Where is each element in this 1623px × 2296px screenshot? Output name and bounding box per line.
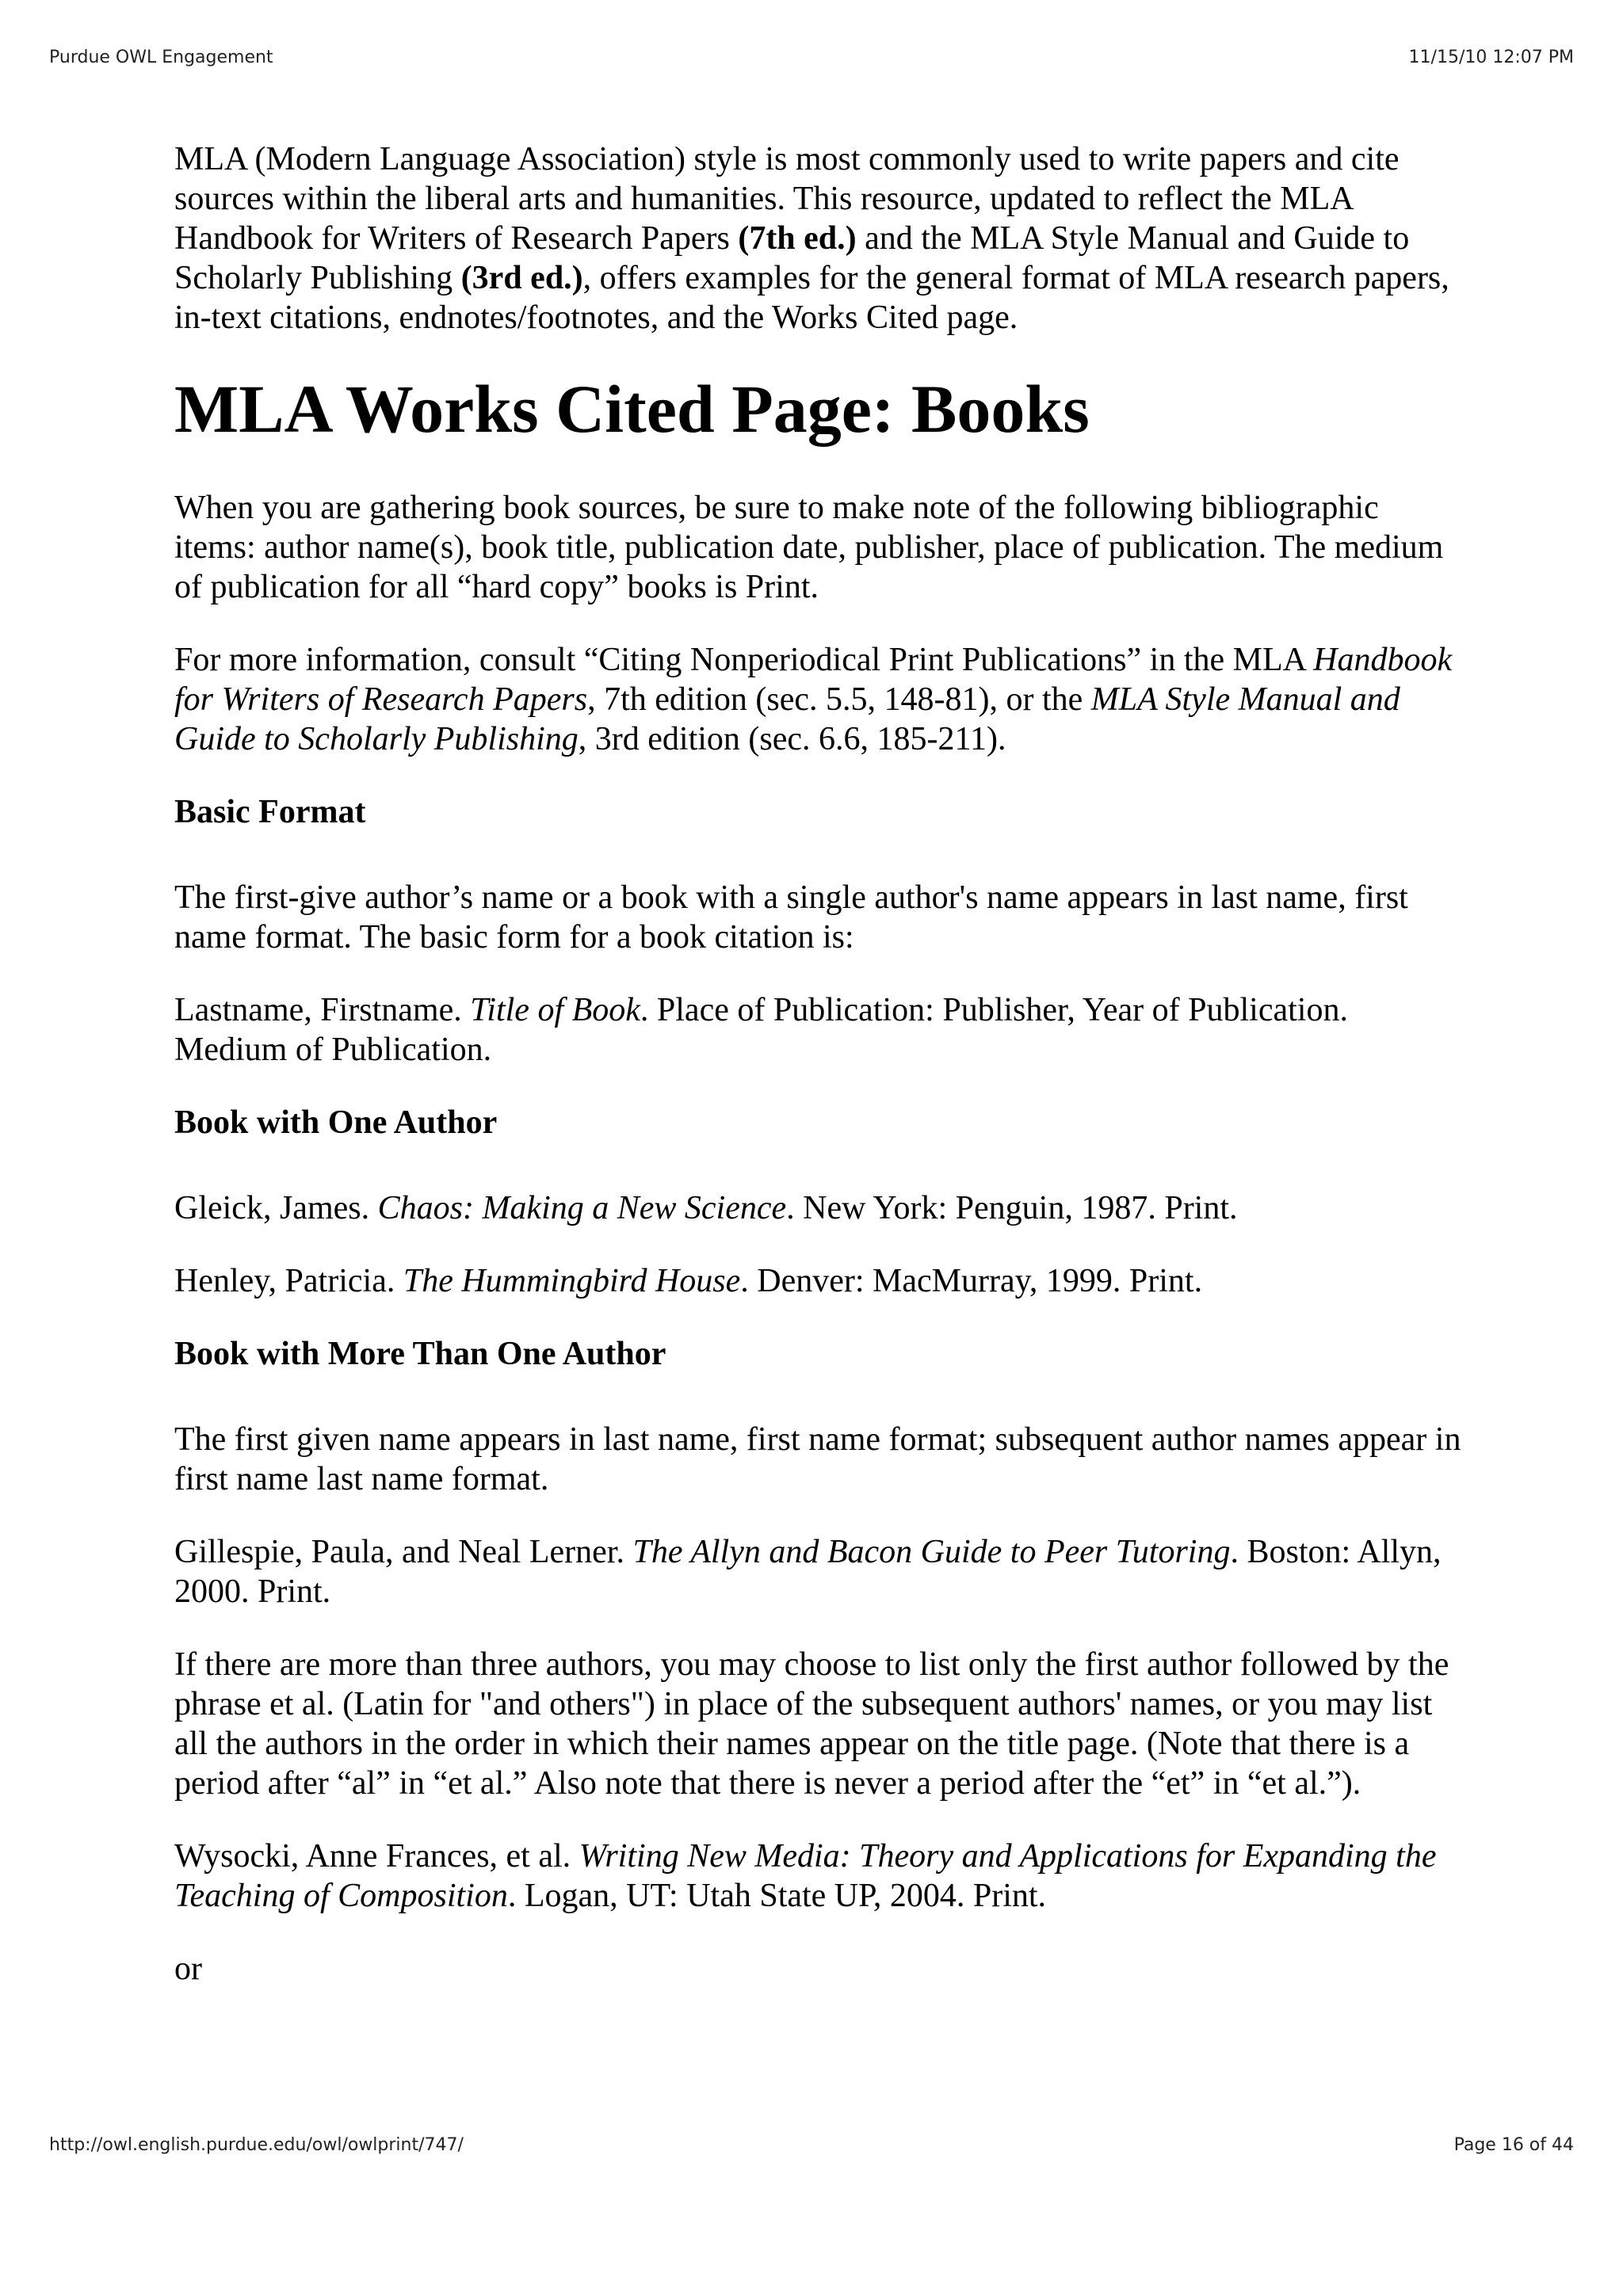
multi-author-heading: Book with More Than One Author <box>174 1336 666 1372</box>
intro-paragraph: MLA (Modern Language Association) style is most commonly used to write papers and cite sources within the liberal arts and humanities. This resource, updated to reflect the MLA Handbook for Writers of Research Papers (7th ed.) and the MLA Style Manual and Guide to Scholarly Publishing (3rd ed.), offers examples for the general format of MLA research papers, in-text citations, endnotes/footnotes, and the Works Cited page. <box>174 141 1449 336</box>
footer-url: http://owl.english.purdue.edu/owl/owlprint/747/ <box>49 2135 464 2155</box>
three-plus-authors-paragraph: If there are more than three authors, you may choose to list only the first author followed by the phrase et al. (Latin for "and others") in place of the subsequent authors' names, or you may list all the authors in the order in which their names appear on the title page. (Note that there is a period after “al” in “et al.” Also note that there is never a period after the “et” in “et al.”). <box>174 1646 1449 1802</box>
citation-example: Gillespie, Paula, and Neal Lerner. The Allyn and Bacon Guide to Peer Tutoring. Boston: Allyn, 2000. Print. <box>174 1534 1442 1610</box>
basic-format-heading: Basic Format <box>174 794 366 830</box>
print-footer <box>49 2135 1574 2155</box>
one-author-heading: Book with One Author <box>174 1104 498 1141</box>
header-title: Purdue OWL Engagement <box>49 48 273 67</box>
header-timestamp: 11/15/10 12:07 PM <box>1408 48 1574 67</box>
basic-format-description: The first-give author’s name or a book with a single author's name appears in last name, first name format. The basic form for a book citation is: <box>174 879 1408 955</box>
multi-author-description: The first given name appears in last name, first name format; subsequent author names appear in first name last name format. <box>174 1421 1461 1497</box>
page-number: Page 16 of 44 <box>1453 2135 1574 2155</box>
page-content <box>174 139 1466 1989</box>
citation-example: Wysocki, Anne Frances, et al. Writing New Media: Theory and Applications for Expanding the Teaching of Composition. Logan, UT: Utah State UP, 2004. Print. <box>174 1838 1437 1914</box>
gathering-paragraph: When you are gathering book sources, be sure to make note of the following bibliographic items: author name(s), book title, publication date, publisher, place of publication. The medium of publication for all “hard copy” books is Print. <box>174 490 1444 605</box>
more-info-paragraph: For more information, consult “Citing Nonperiodical Print Publications” in the MLA Handbook for Writers of Research Papers, 7th edition (sec. 5.5, 148-81), or the MLA Style Manual and Guide to Scholarly Publishing, 3rd edition (sec. 6.6, 185-211). <box>174 642 1453 757</box>
citation-example: Gleick, James. Chaos: Making a New Science. New York: Penguin, 1987. Print. <box>174 1190 1238 1226</box>
or-text: or <box>174 1951 202 1987</box>
citation-example: Henley, Patricia. The Hummingbird House. Denver: MacMurray, 1999. Print. <box>174 1263 1203 1299</box>
page-title: MLA Works Cited Page: Books <box>174 371 1090 447</box>
print-header <box>49 48 1574 67</box>
basic-format-example: Lastname, Firstname. Title of Book. Place of Publication: Publisher, Year of Publication. Medium of Publication. <box>174 992 1348 1068</box>
